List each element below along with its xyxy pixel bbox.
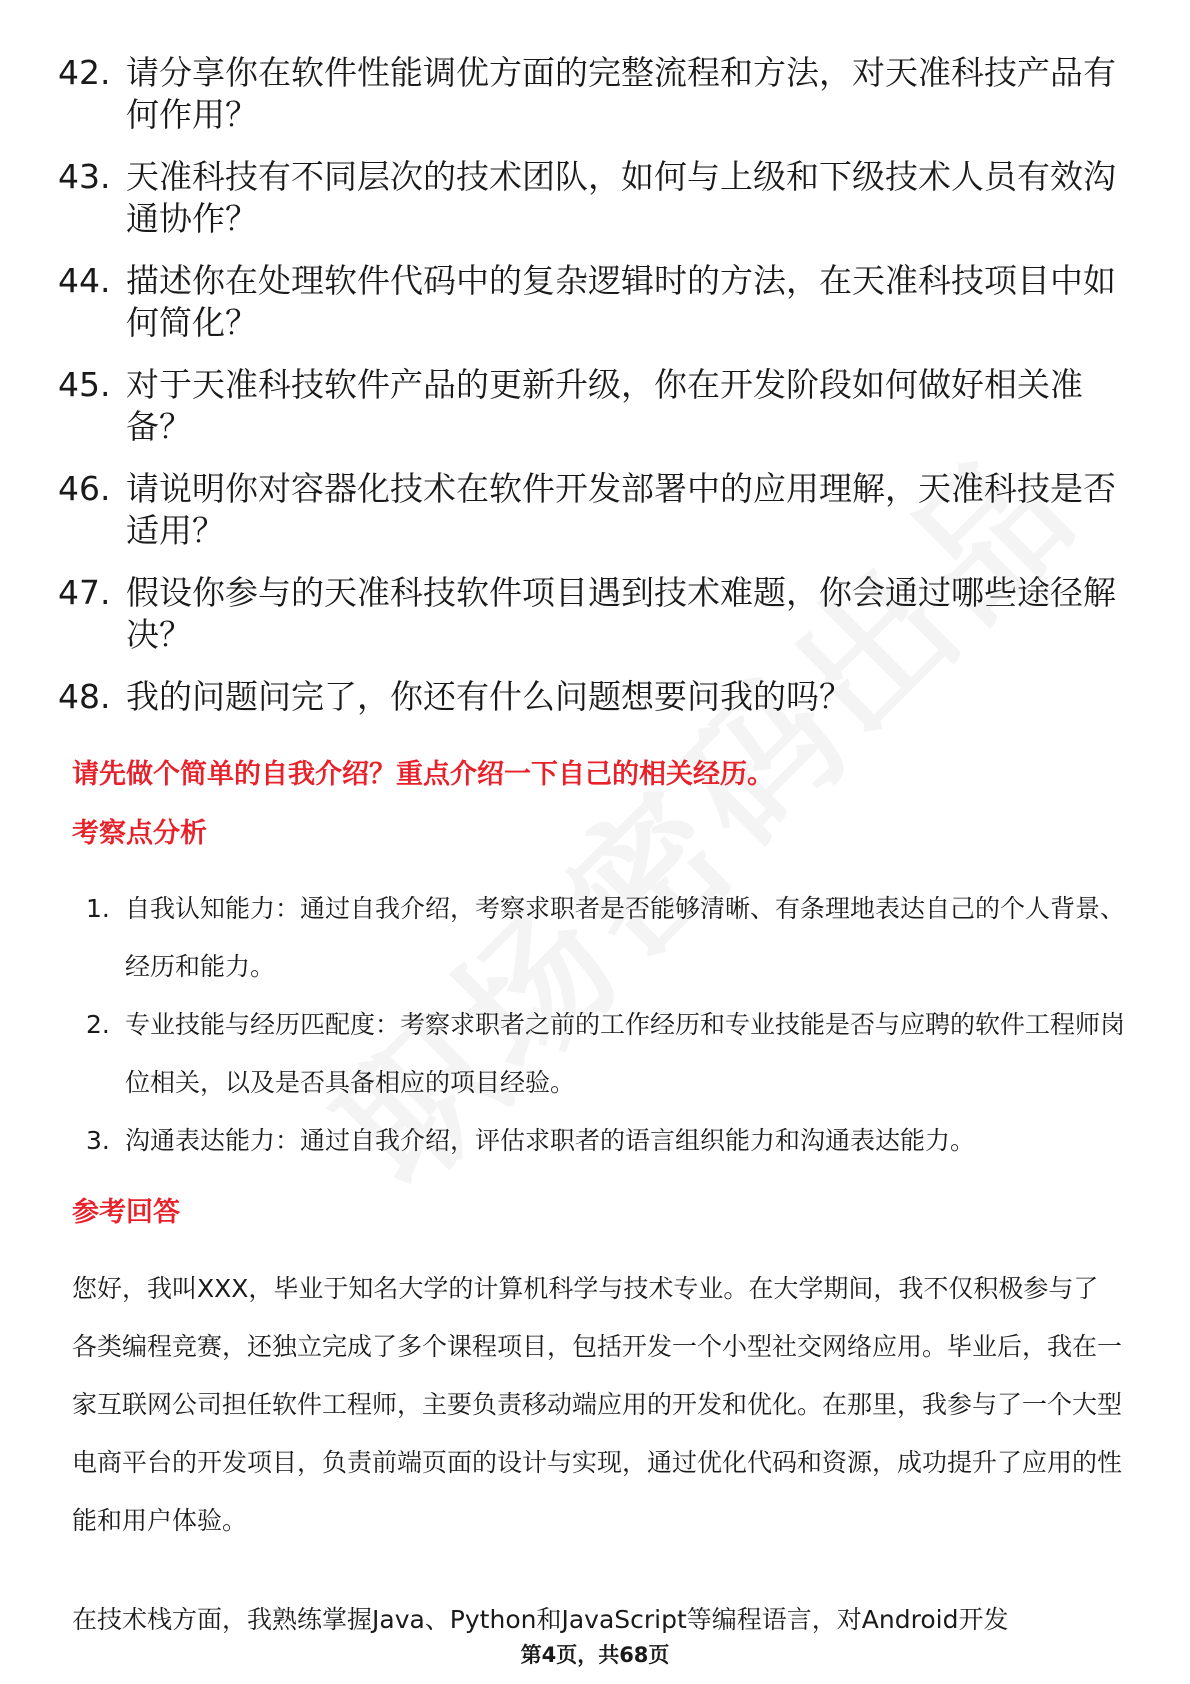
question-number: 46. [58,469,111,508]
question-number: 42. [58,53,111,92]
page-footer: 第4页，共68页 [520,1643,670,1667]
question-text: 描述你在处理软件代码中的复杂逻辑时的方法，在天准科技项目中如何简化？ [126,261,1116,342]
analysis-text: 沟通表达能力：通过自我介绍，评估求职者的语言组织能力和沟通表达能力。 [125,1126,976,1155]
analysis-text: 自我认知能力：通过自我介绍，考察求职者是否能够清晰、有条理地表达自己的个人背景、经历和能力。 [125,894,1126,981]
question-text: 对于天准科技软件产品的更新升级，你在开发阶段如何做好相关准备？ [126,365,1083,446]
question-text: 天准科技有不同层次的技术团队，如何与上级和下级技术人员有效沟通协作？ [126,157,1116,238]
question-text: 假设你参与的天准科技软件项目遇到技术难题，你会通过哪些途径解决？ [126,573,1116,654]
question-item [58,156,1138,240]
question-text: 请分享你在软件性能调优方面的完整流程和方法，对天准科技产品有何作用？ [126,53,1116,134]
question-item [58,572,1138,656]
analysis-item [86,1112,1126,1170]
question-number: 44. [58,261,111,300]
question-text: 请说明你对容器化技术在软件开发部署中的应用理解，天准科技是否适用？ [126,469,1116,550]
analysis-text: 专业技能与经历匹配度：考察求职者之前的工作经历和专业技能是否与应聘的软件工程师岗位相关，以及是否具备相应的项目经验。 [125,1010,1126,1097]
question-number: 43. [58,157,111,196]
question-item [58,260,1138,344]
question-item [58,468,1138,552]
question-number: 48. [58,677,111,716]
question-number: 47. [58,573,111,612]
section-question-heading: 请先做个简单的自我介绍？重点介绍一下自己的相关经历。 [72,759,774,790]
question-list [58,52,1138,738]
question-text: 我的问题问完了，你还有什么问题想要问我的吗？ [126,677,852,716]
analysis-item [86,996,1126,1112]
analysis-number: 1. [86,894,110,923]
question-item [58,52,1138,136]
analysis-number: 3. [86,1126,110,1155]
reference-paragraph: 您好，我叫XXX，毕业于知名大学的计算机科学与技术专业。在大学期间，我不仅积极参与了各类编程竞赛，还独立完成了多个课程项目，包括开发一个小型社交网络应用。毕业后，我在一家互联网公司担任软件工程师，主要负责移动端应用的开发和优化。在那里，我参与了一个大型电商平台的开发项目，负责前端页面的设计与实现，通过优化代码和资源，成功提升了应用的性能和用户体验。 [72,1274,1123,1535]
analysis-number: 2. [86,1010,110,1039]
analysis-heading: 考察点分析 [72,818,207,849]
question-item [58,676,1138,718]
question-item [58,364,1138,448]
analysis-list [86,880,1126,1170]
reference-heading: 参考回答 [72,1197,180,1228]
reference-paragraph: 在技术栈方面，我熟练掌握Java、Python和JavaScript等编程语言，对Android开发 [72,1605,1009,1634]
analysis-item [86,880,1126,996]
question-number: 45. [58,365,111,404]
